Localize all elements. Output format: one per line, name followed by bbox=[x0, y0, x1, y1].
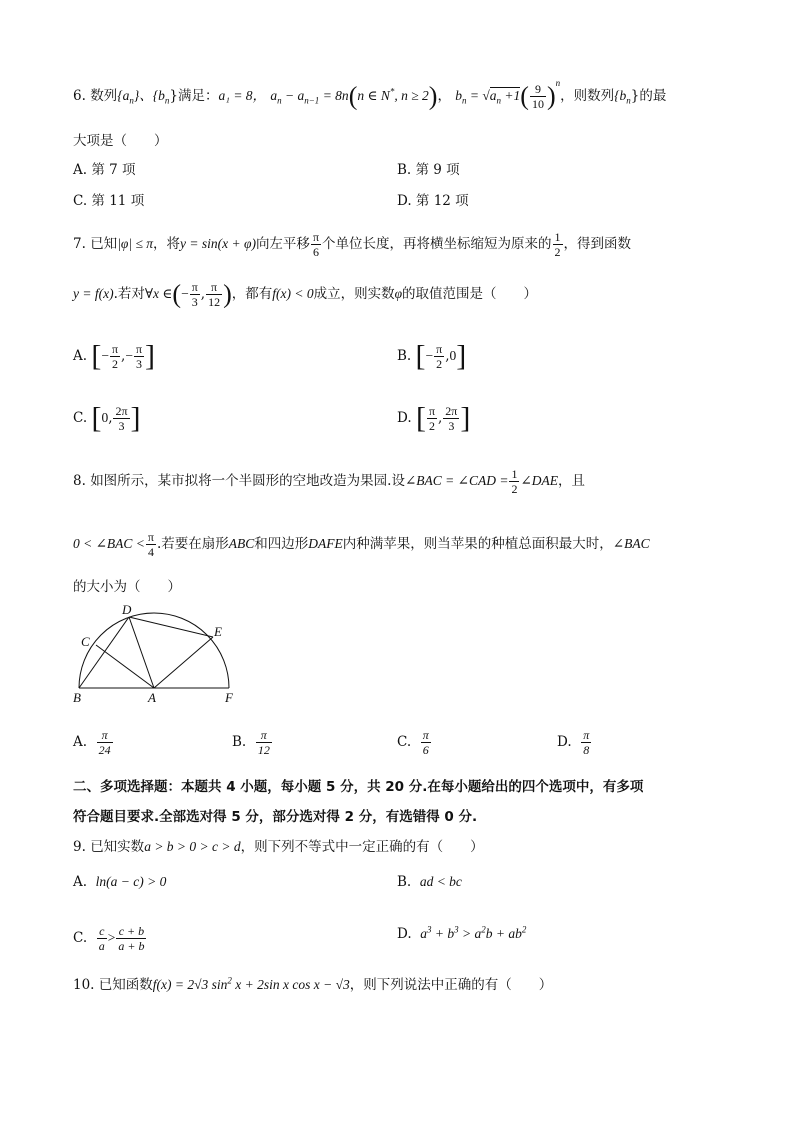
q7-line2: y = f(x).若对∀x ∈(− $\frac{\pi}{3}$ , $\frac{\pi}{12}$ )，都有f(x) < 0成立，则实数φ的取值范围是（ ） bbox=[73, 279, 538, 309]
q9-line1: 9. 已知实数a > b > 0 > c > d，则下列不等式中一定正确的有（ ） bbox=[73, 839, 484, 855]
q9-option-a[interactable]: A. ln(a − c) > 0 bbox=[73, 874, 167, 890]
label-f: F bbox=[225, 690, 233, 705]
segment-ad bbox=[129, 617, 154, 688]
label-b: B bbox=[73, 690, 81, 705]
q8-line2: 0 < ∠BAC < $\frac{\pi}{4}$ .若要在扇形ABC和四边形DAFE内种满苹果，则当苹果的种植总面积最大时，∠BAC bbox=[73, 530, 650, 559]
q6-option-b[interactable]: B. 第 9 项 bbox=[397, 162, 460, 178]
semicircle-arc bbox=[79, 613, 229, 688]
q8-option-c[interactable]: C. $\frac{\pi}{6}$ bbox=[397, 728, 429, 757]
q8-number: 8. bbox=[73, 473, 86, 489]
q8-option-d[interactable]: D. $\frac{\pi}{8}$ bbox=[557, 728, 590, 757]
q9-option-d[interactable]: D. $a^3 + b^3 > a^2b + ab^2$ bbox=[397, 924, 527, 942]
q6-number: 6. bbox=[73, 88, 86, 104]
q10-number: 10. bbox=[73, 977, 95, 993]
segment-bd bbox=[79, 617, 129, 688]
label-a: A bbox=[148, 690, 156, 705]
q7-option-b[interactable]: B. [− $\frac{\pi}{2}$ ,0] bbox=[397, 339, 467, 373]
q9-option-b[interactable]: B. ad < bc bbox=[397, 874, 462, 890]
q9-number: 9. bbox=[73, 839, 86, 855]
q8-line1: 8. 如图所示，某市拟将一个半圆形的空地改造为果园.设∠BAC = ∠CAD = $\frac{1}{2}$ ∠DAE，且 bbox=[73, 467, 586, 496]
label-c: C bbox=[81, 634, 90, 649]
q7-option-c[interactable]: C. [0, $\frac{2\pi}{3}$ ] bbox=[73, 401, 141, 435]
q6-fraction: $\frac{9}{10}$ bbox=[531, 82, 544, 111]
q7-option-a[interactable]: A. [− $\frac{\pi}{2}$ ,− $\frac{\pi}{3}$ ] bbox=[73, 339, 156, 373]
q6-option-a[interactable]: A. 第 7 项 bbox=[73, 162, 136, 178]
q7-number: 7. bbox=[73, 236, 86, 252]
q6-line2: 大项是（ ） bbox=[73, 133, 168, 149]
q8-semicircle-figure bbox=[70, 600, 250, 710]
q8-option-b[interactable]: B. $\frac{\pi}{12}$ bbox=[232, 728, 270, 757]
section2-heading-line2: 符合题目要求.全部选对得 5 分，部分选对得 2 分，有选错得 0 分. bbox=[73, 809, 478, 825]
section2-heading-line1: 二、多项选择题：本题共 4 小题，每小题 5 分，共 20 分.在每小题给出的四个选项中，有多项 bbox=[73, 779, 644, 795]
q6-option-d[interactable]: D. 第 12 项 bbox=[397, 193, 469, 209]
q6-option-c[interactable]: C. 第 11 项 bbox=[73, 193, 145, 209]
q8-line3: 的大小为（ ） bbox=[73, 579, 181, 595]
segment-de bbox=[129, 617, 213, 637]
segment-ae bbox=[154, 637, 213, 688]
label-e: E bbox=[214, 624, 222, 639]
q7-line1: 7. 已知|φ| ≤ π，将y = sin(x + φ)向左平移 $\frac{\pi}{6}$ 个单位长度，再将横坐标缩短为原来的 $\frac{1}{2}$ ，得到函数 bbox=[73, 230, 631, 259]
q9-option-c[interactable]: C. $\frac{c}{a}$ > $\frac{c + b}{a + b}$ bbox=[73, 924, 145, 953]
q10-line1: 10. 已知函数f(x) = 2√3 $\sin^2 x + 2\sin$ x cos x − √3，则下列说法中正确的有（ ） bbox=[73, 975, 553, 993]
q6-line1: 6. 数列$\{a_n\}$、$\{b_n\}$满足：a₁ = 8， $a_n - a_{n-1} = 8n(n$ ∈ N*, n ≥ 2)， $b_n = √a_n +1$( $\frac{9}{10}$ )$^n$，则数列$\{b_n\}$的最 bbox=[73, 78, 667, 111]
q7-option-d[interactable]: D. [ $\frac{\pi}{2}$ , $\frac{2\pi}{3}$ ] bbox=[397, 401, 471, 435]
q8-option-a[interactable]: A. $\frac{\pi}{24}$ bbox=[73, 728, 111, 757]
label-d: D bbox=[122, 602, 132, 617]
